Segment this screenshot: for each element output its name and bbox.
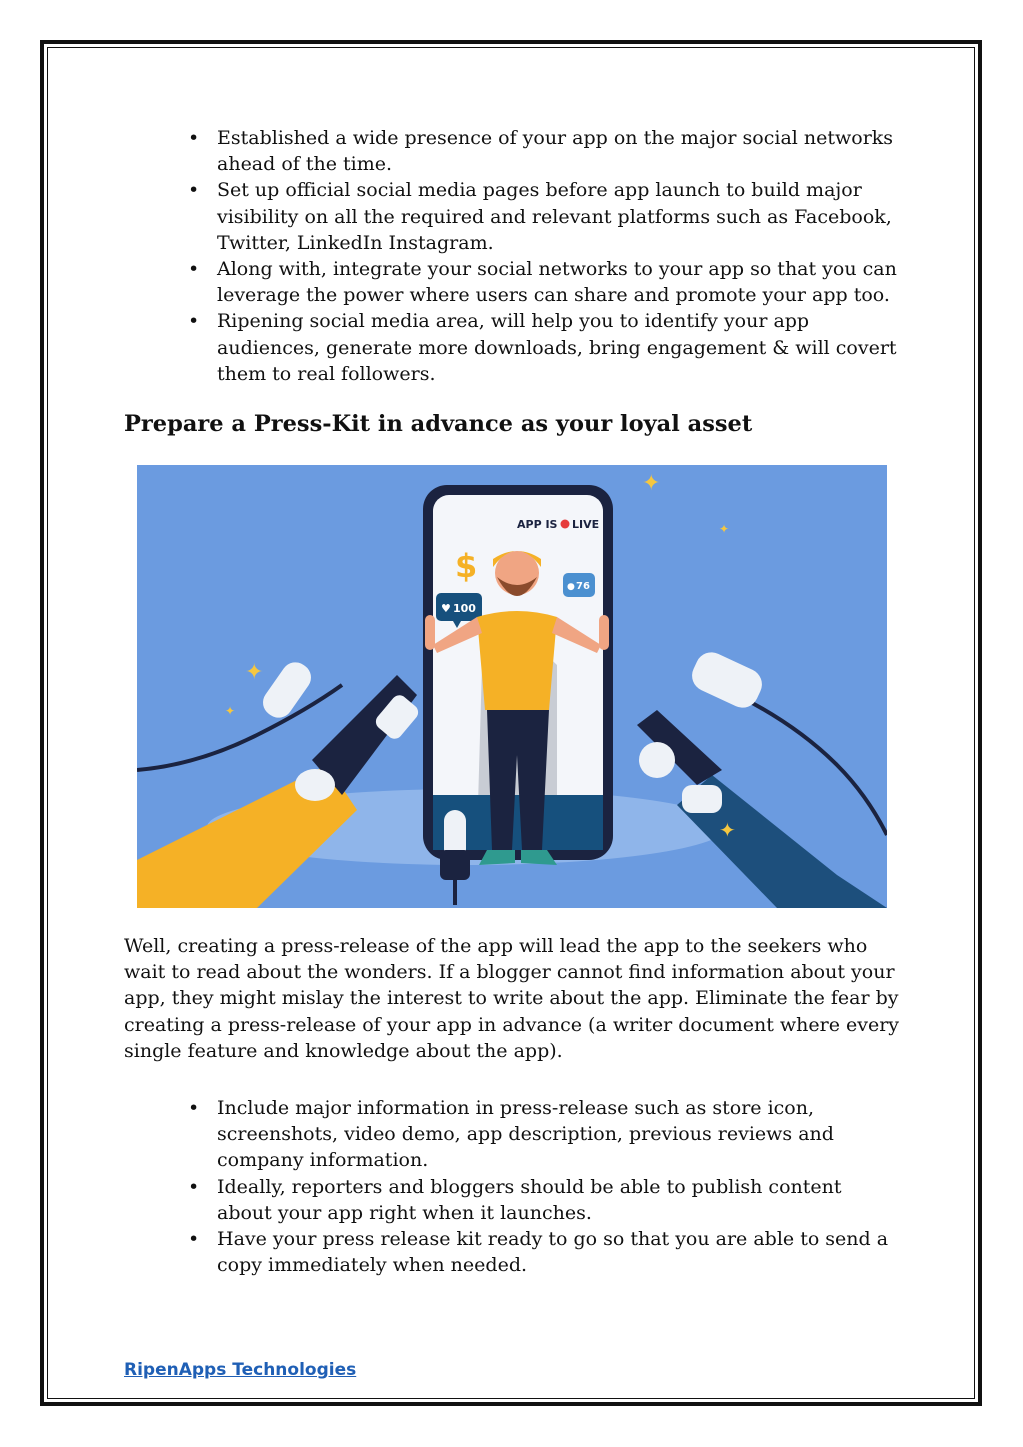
screen-label: APP IS [517, 518, 558, 531]
list-item-text: Ideally, reporters and bloggers should be able to publish content about your app right when it launches. [217, 1175, 842, 1224]
bullet-icon: • [188, 310, 200, 333]
bullet-list-press-release [182, 1095, 902, 1278]
bullet-icon: • [188, 1097, 200, 1119]
list-item-text: Ripening social media area, will help you to identify your app audiences, generate more downloads, bring engagement & will covert them to real followers. [217, 310, 897, 385]
list-item-text: Have your press release kit ready to go so that you are able to send a copy immediately when needed. [217, 1228, 889, 1277]
svg-text:●: ● [567, 582, 575, 592]
list-item-text: Along with, integrate your social networks to your app so that you can leverage the power where users can share and promote your app too. [217, 258, 897, 307]
list-item-text: Established a wide presence of your app on the major social networks ahead of the time. [217, 127, 894, 176]
list-item-text: Set up official social media pages before app launch to build major visibility on all the required and relevant platforms such as Facebook, Twitter, LinkedIn Instagram. [217, 179, 892, 254]
list-item [182, 1174, 902, 1226]
svg-text:✦: ✦ [225, 704, 236, 718]
footer-company-link[interactable]: RipenApps Technologies [124, 1360, 357, 1380]
svg-text:♥: ♥ [441, 602, 451, 615]
bullet-icon: • [188, 127, 200, 149]
list-item [182, 177, 902, 256]
bullet-list-social [182, 125, 902, 387]
svg-text:✦: ✦ [642, 471, 661, 496]
bullet-icon: • [188, 258, 200, 281]
bullet-icon: • [188, 179, 200, 202]
list-item [182, 1095, 902, 1174]
bullet-icon: • [188, 1228, 200, 1251]
body-paragraph: Well, creating a press-release of the app will lead the app to the seekers who wait to read about the wonders. If a blogger cannot find information about your app, they might mislay the interest to write about the app. Eliminate the fear by creating a press-release of your app in advance (a writer document where every single feature and knowledge about the app). [124, 935, 900, 1062]
list-item [182, 125, 902, 177]
list-item [182, 308, 902, 387]
list-item-text: Include major information in press-release such as store icon, screenshots, video demo, app description, previous reviews and company information. [217, 1097, 834, 1172]
press-kit-illustration [137, 465, 887, 908]
svg-text:$: $ [455, 547, 478, 585]
svg-text:✦: ✦ [245, 660, 264, 685]
list-item [182, 1226, 902, 1278]
live-label: LIVE [572, 518, 600, 531]
svg-text:✦: ✦ [719, 818, 736, 842]
list-item [182, 256, 902, 308]
comments-badge: 76 [576, 581, 590, 592]
svg-text:✦: ✦ [719, 522, 730, 536]
bullet-icon: • [188, 1175, 200, 1198]
section-heading: Prepare a Press-Kit in advance as your loyal asset [124, 411, 753, 437]
likes-badge: 100 [453, 602, 476, 615]
